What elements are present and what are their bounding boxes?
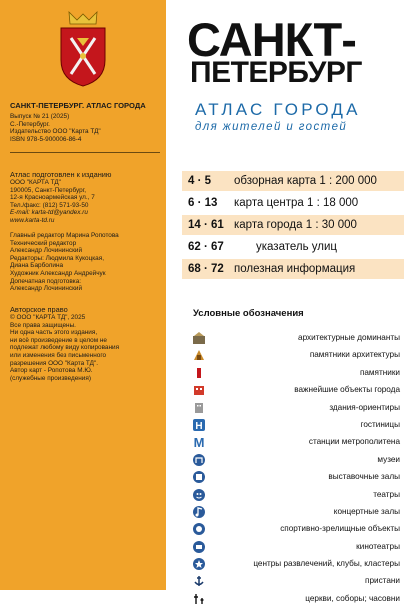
- legend-label: архитектурные доминанты: [298, 333, 400, 342]
- entertainment-icon: [192, 557, 206, 571]
- contents-row[interactable]: [182, 193, 404, 213]
- legend-label: гостиницы: [360, 419, 400, 429]
- legend-item: [192, 400, 404, 417]
- address1: 190005, Санкт-Петербург,: [10, 186, 86, 194]
- legend-item: [192, 539, 404, 556]
- legend-label: спортивно-зрелищные объекты: [280, 524, 400, 534]
- address2: 12-я Красноармейская ул., 7: [10, 194, 95, 202]
- legend-label: памятники: [359, 367, 400, 377]
- site: www.karta-td.ru: [10, 216, 55, 224]
- orientation-building-icon: [192, 401, 206, 415]
- legend-item: [192, 469, 404, 486]
- legend-title: Условные обозначения: [193, 308, 304, 319]
- publisher: Издательство ООО "Карта ТД": [10, 128, 101, 136]
- contents-row[interactable]: [182, 237, 404, 257]
- legend-label: станции метрополитена: [308, 437, 400, 447]
- contents-name: карта города 1 : 30 000: [234, 219, 357, 231]
- legend-label: музеи: [377, 454, 400, 464]
- contents-name: полезная информация: [234, 263, 356, 275]
- contents-pages: 6 · 13: [188, 197, 218, 209]
- editor2: Диана Барболина: [10, 262, 64, 270]
- legend-label: театры: [373, 489, 400, 499]
- rights-text-4: разрешения ООО "Карта ТД".: [10, 359, 98, 367]
- contents-row[interactable]: [182, 259, 404, 279]
- sports-icon: [192, 522, 206, 536]
- legend-label: пристани: [365, 576, 400, 586]
- title-line2: ПЕТЕРБУРГ: [190, 56, 362, 89]
- chief-editor: Главный редактор Марина Ропотова: [10, 232, 119, 239]
- legend-item: [192, 521, 404, 538]
- subtitle: АТЛАС ГОРОДА: [195, 100, 361, 119]
- contents-name: указатель улиц: [256, 241, 337, 253]
- tech-editor-label: Технический редактор: [10, 239, 77, 247]
- coat-of-arms-icon: [55, 8, 111, 88]
- copyright-line: © ООО "КАРТА ТД", 2025: [10, 314, 86, 321]
- title-line1: САНКТ-: [187, 13, 356, 66]
- legend-item: [192, 417, 404, 434]
- contents-name: карта центра 1 : 18 000: [234, 197, 359, 209]
- legend-item: [192, 365, 404, 382]
- architectural-landmark-icon: [192, 331, 206, 345]
- svg-text:M: M: [193, 435, 205, 451]
- contents-pages: 4 · 5: [188, 175, 212, 187]
- architecture-monument-icon: [192, 348, 206, 362]
- left-info-panel: [0, 0, 166, 590]
- concert-hall-icon: [192, 505, 206, 519]
- legend-label: церкви, соборы; часовни: [305, 593, 400, 603]
- divider: [10, 152, 160, 153]
- legend: [192, 330, 404, 608]
- legend-label: кинотеатры: [356, 541, 400, 551]
- extra-name: Александр Лочининский: [10, 285, 83, 293]
- extra-label: Допечатная подготовка:: [10, 277, 82, 285]
- rights-text-0: Ни одна часть этого издания,: [10, 329, 98, 337]
- legend-label: памятники архитектуры: [309, 350, 400, 360]
- copyright-label: Авторское право: [10, 305, 68, 314]
- legend-item: [192, 556, 404, 573]
- email: E-mail: karta-td@yandex.ru: [10, 209, 88, 217]
- city-object-icon: [192, 383, 206, 397]
- legend-label: выставочные залы: [328, 472, 400, 482]
- issue: Выпуск № 21 (2025): [10, 113, 70, 120]
- artist: Художник Александр Андрейчук: [10, 269, 106, 277]
- metro-icon: [192, 435, 206, 449]
- rights-text-6: (служебные произведения): [10, 374, 91, 382]
- church-icon: [192, 592, 206, 606]
- legend-item: [192, 434, 404, 451]
- theatre-icon: [192, 488, 206, 502]
- pier-icon: [192, 574, 206, 588]
- cinema-icon: [192, 540, 206, 554]
- legend-item: [192, 452, 404, 469]
- legend-item: [192, 591, 404, 608]
- legend-label: важнейшие объекты города: [294, 385, 400, 395]
- monument-icon: [192, 366, 206, 380]
- legend-item: [192, 347, 404, 364]
- exhibition-hall-icon: [192, 470, 206, 484]
- legend-item: [192, 382, 404, 399]
- contents-pages: 62 · 67: [188, 241, 224, 253]
- museum-icon: [192, 453, 206, 467]
- legend-label: концертные залы: [333, 506, 400, 516]
- tech-editor: Александр Лочининский: [10, 247, 83, 255]
- contents-name: обзорная карта 1 : 200 000: [234, 175, 377, 187]
- legend-item: [192, 330, 404, 347]
- rights-text-5: Автор карт - Ропотова М.Ю.: [10, 367, 93, 375]
- prepared-label: Атлас подготовлен к изданию: [10, 170, 112, 179]
- phone: Тел./факс: (812) 571-93-50: [10, 201, 89, 209]
- contents-row[interactable]: [182, 215, 404, 235]
- legend-item: [192, 504, 404, 521]
- city: С.-Петербург.: [10, 120, 50, 128]
- isbn: ISBN 978-5-900006-86-4: [10, 135, 82, 143]
- contents-table: [182, 171, 404, 281]
- rights-text-3: или изменения без письменного: [10, 351, 107, 359]
- contents-pages: 68 · 72: [188, 263, 224, 275]
- contents-row[interactable]: [182, 171, 404, 191]
- rights: Все права защищены.: [10, 321, 76, 329]
- book-title: САНКТ-ПЕТЕРБУРГ. АТЛАС ГОРОДА: [10, 101, 146, 110]
- legend-label: здания-ориентиры: [329, 402, 400, 412]
- contents-pages: 14 · 61: [188, 219, 224, 231]
- legend-item: [192, 487, 404, 504]
- svg-text:H: H: [195, 420, 203, 432]
- legend-label: центры развлечений, клубы, кластеры: [253, 559, 400, 569]
- rights-text-1: ни всё произведение в целом не: [10, 336, 107, 344]
- legend-item: [192, 573, 404, 590]
- rights-text-2: подлежат любому виду копирования: [10, 344, 120, 352]
- subtitle2: для жителей и гостей: [195, 121, 348, 133]
- hotel-icon: [192, 418, 206, 432]
- company: ООО "КАРТА ТД": [10, 179, 61, 186]
- editors: Редакторы: Людмила Кукоцкая,: [10, 254, 104, 262]
